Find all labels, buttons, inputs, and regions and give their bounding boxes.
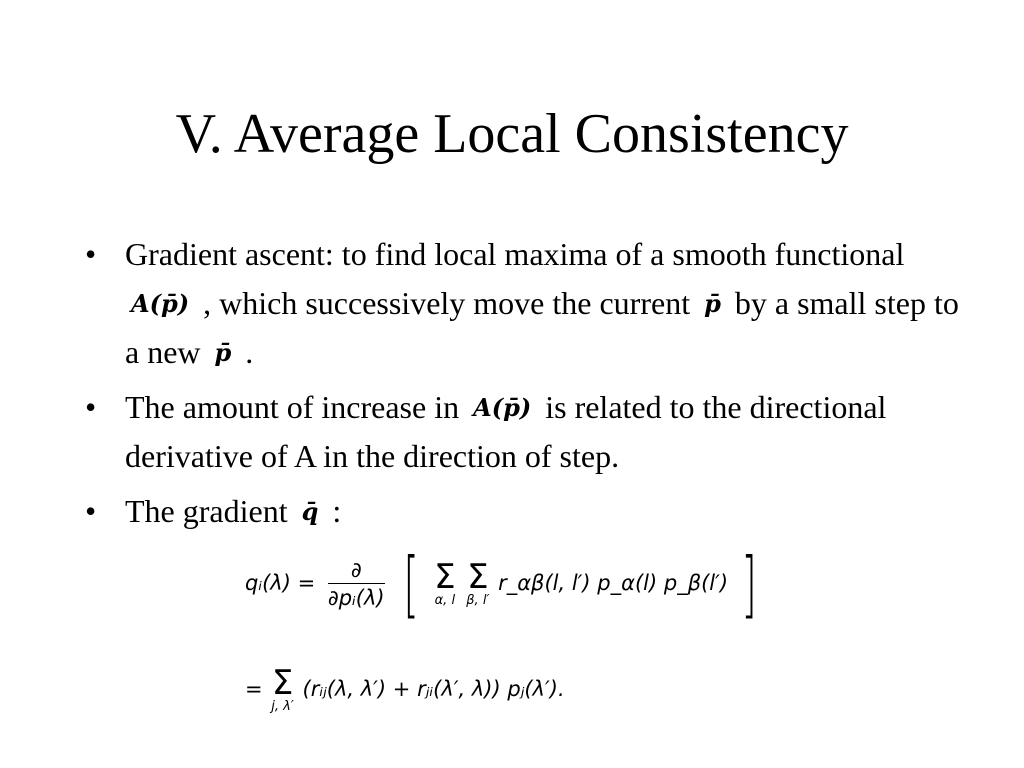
equation-term-2: (rᵢⱼ(λ, λ′) + rⱼᵢ(λ′, λ)) pⱼ(λ′). [302,677,565,701]
summation-j [271,663,294,714]
bullet-amount-of-increase [85,383,965,481]
bullet-text: The gradient [125,493,288,529]
bullet-text: by a small step to a new [125,285,959,370]
bullet-text: . [245,334,254,370]
summation-limit: α, l [434,593,456,608]
p-bar-symbol: p̄ [704,289,721,318]
summation-alpha [434,557,456,608]
equation-line-1 [245,542,765,626]
summation-limit: β, l′ [466,593,490,608]
sigma-icon: Σ [271,663,294,703]
slide-title: V. Average Local Consistency [175,103,849,165]
bullet-gradient [85,487,965,536]
equation-lhs: qᵢ(λ) = [245,571,316,595]
bullet-text: is related to the directional derivative of A in the direction of step. [125,389,887,474]
bracket-close: ] [741,542,757,626]
equation-line-2 [245,663,565,742]
bullet-text: : [332,493,342,529]
functional-a-p-symbol: A(p̄) [131,289,190,318]
bullet-text: The amount of increase in [125,389,460,425]
equals-sign: = [245,677,263,701]
bullet-text: , which successively move the current [203,285,691,321]
bullet-list [85,230,965,542]
bullet-gradient-ascent [85,230,965,377]
gradient-equation [245,542,765,714]
q-bar-symbol: q̄ [301,497,319,526]
partial-derivative-fraction [328,557,385,612]
summation-limit: j, λ′ [271,699,294,714]
sigma-icon: Σ [434,557,456,597]
fraction-numerator: ∂ [328,557,385,584]
fraction-denominator: ∂pᵢ(λ) [327,585,385,610]
summation-beta [466,557,490,608]
equation-term-1: r_αβ(l, l′) p_α(l) p_β(l′) [498,571,729,595]
functional-a-p-symbol: A(p̄) [473,393,532,422]
p-bar-symbol: p̄ [214,338,232,367]
sigma-icon: Σ [467,557,489,597]
bullet-text: Gradient ascent: to find local maxima of a smooth functional [125,236,905,272]
bracket-open: [ [403,542,420,626]
